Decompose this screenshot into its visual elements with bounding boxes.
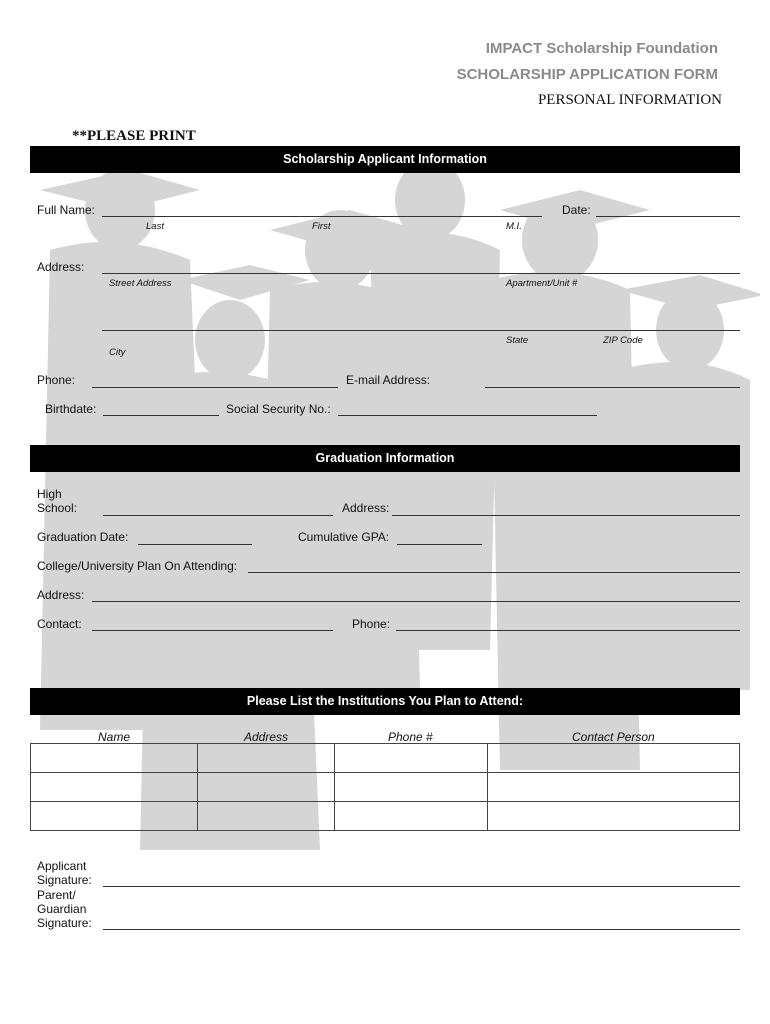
- college-phone-label: Phone:: [352, 617, 391, 631]
- col-header-name: Name: [98, 730, 131, 744]
- applicant-label: Applicant: [37, 859, 87, 873]
- col-header-contact-person: Contact Person: [572, 730, 655, 744]
- table-cell[interactable]: [488, 773, 740, 802]
- table-cell[interactable]: [31, 773, 198, 802]
- phone-label: Phone:: [37, 373, 76, 387]
- guardian-signature-field[interactable]: [103, 929, 740, 930]
- college-phone-field[interactable]: [396, 630, 740, 631]
- table-cell[interactable]: [488, 744, 740, 773]
- full-name-label: Full Name:: [37, 203, 96, 217]
- table-cell[interactable]: [198, 744, 335, 773]
- full-name-field[interactable]: [102, 216, 542, 217]
- graduation-section-bar: Graduation Information: [30, 445, 740, 472]
- date-field[interactable]: [596, 216, 740, 217]
- college-field[interactable]: [248, 572, 740, 573]
- applicant-section-bar: Scholarship Applicant Information: [30, 146, 740, 173]
- birthdate-label: Birthdate:: [45, 402, 97, 416]
- graduation-date-label: Graduation Date:: [37, 530, 129, 544]
- table-cell[interactable]: [31, 802, 198, 831]
- first-sublabel: First: [312, 221, 331, 232]
- high-label: High: [37, 487, 62, 501]
- section-title: PERSONAL INFORMATION: [537, 92, 722, 108]
- mi-sublabel: M.I.: [506, 221, 522, 232]
- guardian-signature-label: Signature:: [37, 916, 92, 930]
- school-address-label: Address:: [342, 501, 390, 515]
- email-label: E-mail Address:: [346, 373, 431, 387]
- table-cell[interactable]: [335, 744, 488, 773]
- phone-field[interactable]: [92, 387, 338, 388]
- date-label: Date:: [562, 203, 591, 217]
- school-address-field[interactable]: [392, 515, 740, 516]
- ssn-label: Social Security No.:: [226, 402, 331, 416]
- city-state-zip-field[interactable]: [102, 330, 740, 331]
- parent-label: Parent/: [37, 888, 76, 902]
- table-cell[interactable]: [335, 773, 488, 802]
- institutions-section-bar: Please List the Institutions You Plan to Attend:: [30, 688, 740, 715]
- street-address-field[interactable]: [102, 273, 740, 274]
- table-cell[interactable]: [335, 802, 488, 831]
- form-title: SCHOLARSHIP APPLICATION FORM: [456, 66, 718, 83]
- applicant-signature-label: Signature:: [37, 873, 92, 887]
- college-address-label: Address:: [37, 588, 85, 602]
- table-cell[interactable]: [198, 802, 335, 831]
- graduation-date-field[interactable]: [138, 544, 252, 545]
- address-label: Address:: [37, 260, 85, 274]
- apartment-sublabel: Apartment/Unit #: [506, 278, 578, 289]
- college-label: College/University Plan On Attending:: [37, 559, 238, 573]
- applicant-signature-field[interactable]: [103, 886, 740, 887]
- email-field[interactable]: [485, 387, 740, 388]
- table-cell[interactable]: [31, 744, 198, 773]
- table-row: [31, 744, 740, 773]
- guardian-label: Guardian: [37, 902, 87, 916]
- foundation-name: IMPACT Scholarship Foundation: [485, 40, 718, 57]
- please-print-note: **PLEASE PRINT: [72, 128, 196, 144]
- table-cell[interactable]: [198, 773, 335, 802]
- city-sublabel: City: [109, 347, 126, 358]
- gpa-label: Cumulative GPA:: [298, 530, 390, 544]
- school-label: School:: [37, 501, 78, 515]
- zip-sublabel: ZIP Code: [603, 335, 643, 346]
- state-sublabel: State: [506, 335, 529, 346]
- high-school-field[interactable]: [103, 515, 333, 516]
- ssn-field[interactable]: [338, 415, 597, 416]
- table-cell[interactable]: [488, 802, 740, 831]
- street-address-sublabel: Street Address: [109, 278, 172, 289]
- table-row: [31, 773, 740, 802]
- last-sublabel: Last: [146, 221, 164, 232]
- institutions-table: [30, 743, 740, 831]
- birthdate-field[interactable]: [103, 415, 219, 416]
- col-header-phone: Phone #: [388, 730, 433, 744]
- contact-label: Contact:: [37, 617, 82, 631]
- contact-field[interactable]: [92, 630, 333, 631]
- college-address-field[interactable]: [92, 601, 740, 602]
- table-row: [31, 802, 740, 831]
- col-header-address: Address: [244, 730, 289, 744]
- gpa-field[interactable]: [397, 544, 482, 545]
